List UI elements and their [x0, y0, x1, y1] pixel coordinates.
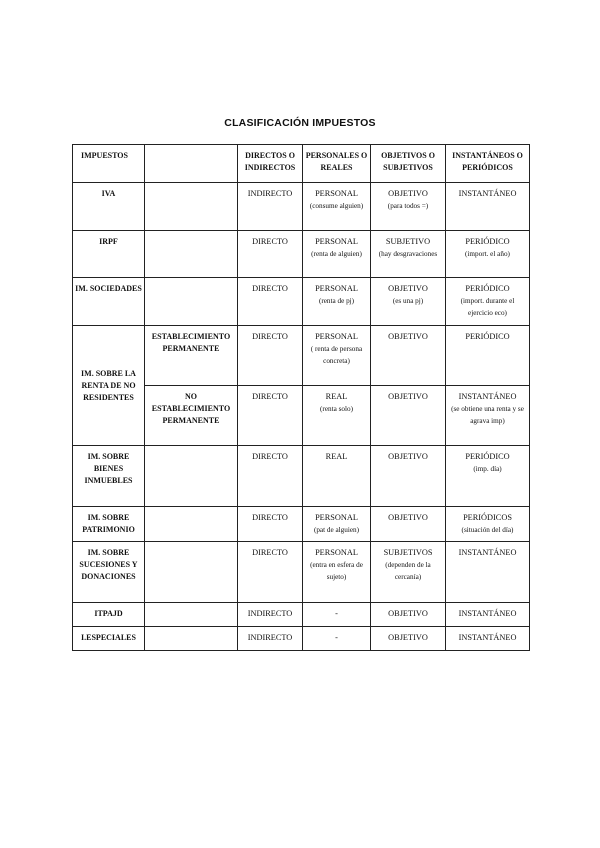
directo-cell: DIRECTO: [238, 386, 303, 446]
table-row-inmuebles: [73, 446, 530, 507]
personal-cell: -: [303, 627, 371, 651]
table-row-iva: [73, 183, 530, 231]
tax-name: IM. SOBRE LA RENTA DE NO RESIDENTES: [73, 326, 145, 446]
tax-name: ITPAJD: [73, 603, 145, 627]
personal-note: (pat de alguien): [313, 526, 360, 534]
periodo-value: PERIÓDICO: [465, 237, 510, 246]
tax-name: IM. SOCIEDADES: [73, 278, 145, 326]
personal-value: PERSONAL: [315, 284, 358, 293]
directo-cell: INDIRECTO: [238, 183, 303, 231]
personal-cell: -: [303, 603, 371, 627]
personal-cell: [303, 231, 371, 278]
objetivo-cell: [371, 542, 446, 603]
objetivo-cell: OBJETIVO: [371, 507, 446, 542]
blank-cell: [145, 446, 238, 507]
periodo-note: (import. durante el ejercicio eco): [460, 297, 515, 318]
blank-cell: [145, 507, 238, 542]
tax-name: I.ESPECIALES: [73, 627, 145, 651]
header-row: [73, 145, 530, 183]
header-directos: DIRECTOS O INDIRECTOS: [238, 145, 303, 183]
periodo-note: (situación del día): [461, 526, 514, 534]
periodo-cell: INSTANTÁNEO: [446, 627, 530, 651]
personal-cell: [303, 326, 371, 386]
objetivo-cell: [371, 278, 446, 326]
blank-cell: [145, 183, 238, 231]
personal-cell: [303, 507, 371, 542]
header-blank: [145, 145, 238, 183]
objetivo-note: (es una pj): [392, 297, 424, 305]
tax-name: IVA: [73, 183, 145, 231]
table-row-itpajd: [73, 603, 530, 627]
personal-note: (entra en esfera de sujeto): [310, 561, 363, 582]
directo-cell: DIRECTO: [238, 542, 303, 603]
personal-note: (renta de pj): [318, 297, 355, 305]
table-row-especiales: [73, 627, 530, 651]
personal-cell: [303, 183, 371, 231]
directo-cell: DIRECTO: [238, 231, 303, 278]
periodo-value: PERIÓDICO: [465, 284, 510, 293]
blank-cell: [145, 627, 238, 651]
blank-cell: [145, 231, 238, 278]
objetivo-cell: OBJETIVO: [371, 446, 446, 507]
periodo-note: (import. el año): [465, 250, 510, 258]
header-instantaneos: INSTANTÁNEOS O PERIÓDICOS: [446, 145, 530, 183]
blank-cell: [145, 542, 238, 603]
personal-note: (renta solo): [320, 405, 353, 413]
table-row-no-residentes-est: [73, 326, 530, 386]
objetivo-note: (para todos =): [387, 202, 429, 210]
objetivo-cell: OBJETIVO: [371, 386, 446, 446]
periodo-cell: [446, 386, 530, 446]
personal-value: PERSONAL: [315, 548, 358, 557]
table-row-irpf: [73, 231, 530, 278]
personal-cell: REAL: [303, 446, 371, 507]
table-row-sociedades: [73, 278, 530, 326]
directo-cell: DIRECTO: [238, 446, 303, 507]
objetivo-value: OBJETIVO: [388, 189, 428, 198]
personal-value: PERSONAL: [315, 332, 358, 341]
personal-value: PERSONAL: [315, 513, 358, 522]
objetivo-note: (hay desgravaciones: [378, 250, 438, 258]
table-row-sucesiones: [73, 542, 530, 603]
tax-name: IM. SOBRE SUCESIONES Y DONACIONES: [73, 542, 145, 603]
objetivo-cell: OBJETIVO: [371, 627, 446, 651]
periodo-cell: [446, 507, 530, 542]
periodo-value: INSTANTÁNEO: [458, 189, 517, 198]
blank-cell: [145, 278, 238, 326]
periodo-cell: INSTANTÁNEO: [446, 603, 530, 627]
periodo-cell: INSTANTÁNEO: [446, 542, 530, 603]
personal-value: PERSONAL: [315, 189, 358, 198]
periodo-cell: [446, 446, 530, 507]
objetivo-value: SUBJETIVOS: [383, 548, 433, 557]
periodo-value: INSTANTÁNEO: [458, 392, 517, 401]
directo-cell: DIRECTO: [238, 278, 303, 326]
personal-cell: [303, 542, 371, 603]
directo-cell: DIRECTO: [238, 326, 303, 386]
personal-note: (consume alguien): [309, 202, 364, 210]
periodo-value: PERIÓDICO: [465, 452, 510, 461]
tax-name: IM. SOBRE BIENES INMUEBLES: [73, 446, 145, 507]
header-impuestos: IMPUESTOS: [73, 145, 145, 183]
objetivo-cell: [371, 183, 446, 231]
objetivo-cell: [371, 231, 446, 278]
table-row-patrimonio: [73, 507, 530, 542]
directo-cell: INDIRECTO: [238, 627, 303, 651]
personal-cell: [303, 278, 371, 326]
sub-category-label: ESTABLECIMIENTO PERMANENTE: [145, 326, 238, 386]
blank-cell: [145, 603, 238, 627]
tax-name: IRPF: [73, 231, 145, 278]
periodo-cell: [446, 183, 530, 231]
personal-note: ( renta de persona concreta): [310, 345, 363, 366]
periodo-note: (imp. día): [473, 465, 502, 473]
personal-value: REAL: [325, 392, 348, 401]
header-objetivos: OBJETIVOS O SUBJETIVOS: [371, 145, 446, 183]
objetivo-value: SUBJETIVO: [385, 237, 431, 246]
directo-cell: DIRECTO: [238, 507, 303, 542]
directo-cell: INDIRECTO: [238, 603, 303, 627]
personal-note: (renta de alguien): [311, 250, 362, 258]
periodo-cell: [446, 231, 530, 278]
header-personales: PERSONALES O REALES: [303, 145, 371, 183]
tax-name: IM. SOBRE PATRIMONIO: [73, 507, 145, 542]
page-title: CLASIFICACIÓN IMPUESTOS: [224, 117, 376, 129]
periodo-value: PERIÓDICOS: [463, 513, 512, 522]
objetivo-note: (dependen de la cercanía): [385, 561, 431, 582]
objetivo-cell: OBJETIVO: [371, 603, 446, 627]
periodo-cell: [446, 278, 530, 326]
periodo-cell: PERIÓDICO: [446, 326, 530, 386]
personal-cell: [303, 386, 371, 446]
tax-classification-table: [72, 144, 530, 651]
objetivo-cell: OBJETIVO: [371, 326, 446, 386]
objetivo-value: OBJETIVO: [388, 284, 428, 293]
personal-value: PERSONAL: [315, 237, 358, 246]
periodo-note: (se obtiene una renta y se agrava imp): [451, 405, 524, 426]
sub-category-label: NO ESTABLECIMIENTO PERMANENTE: [145, 386, 238, 446]
